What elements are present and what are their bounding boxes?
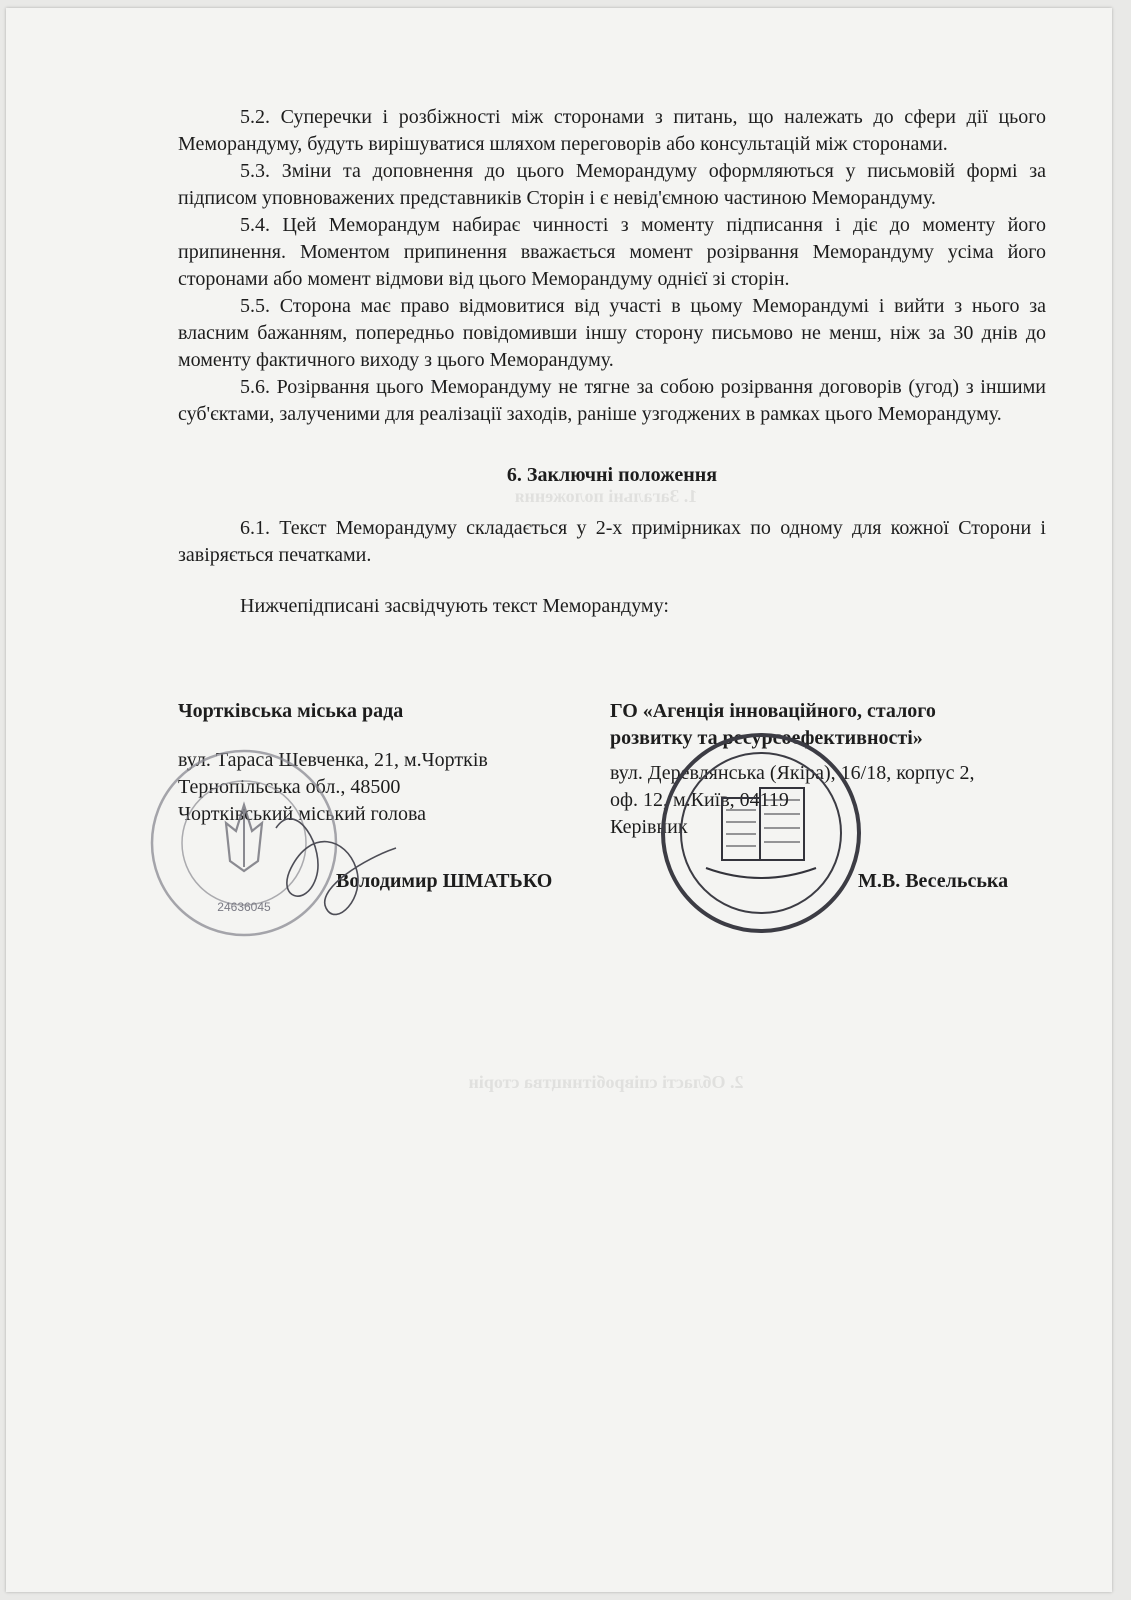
clause-5-6: 5.6. Розірвання цього Меморандуму не тягне за собою розірвання договорів (угод) з іншими суб'єктами, залученими для реалізації заходів, раніше узгоджених в рамках цього Меморандуму.: [178, 376, 1046, 425]
party-right-position: Керівник: [610, 816, 688, 838]
party-left-address-2: Тернопільська обл., 48500: [178, 776, 401, 798]
clause-5-4: 5.4. Цей Меморандум набирає чинності з моменту підписання і діє до моменту його припинення. Моментом припинення вважається момент розірвання Меморандуму усіма його сторонами або момент відмови від цього Меморандуму однієї зі сторін.: [178, 214, 1046, 290]
bleed-heading-2: 2. Області співробітництва сторін: [468, 1072, 744, 1092]
clause-5-3: 5.3. Зміни та доповнення до цього Меморандуму оформляються у письмовій формі за підписом уповноважених представників Сторін і є невід'ємною частиною Меморандуму.: [178, 160, 1046, 209]
party-right-org-line-2: розвитку та ресурсоефективності»: [610, 727, 923, 749]
left-handwritten-signature: [256, 788, 426, 938]
bleed-heading-1: 1. Загальні положення: [514, 486, 698, 506]
clause-5-5: 5.5. Сторона має право відмовитися від участі в цьому Меморандумі і вийти з нього за власним бажанням, попередньо повідомивши іншу сторону письмово не менш, ніж за 30 днів до моменту фактичного виходу з цього Меморандуму.: [178, 295, 1046, 371]
party-left-signer: Володимир ШМАТЬКО: [336, 870, 553, 892]
party-right-address-1: вул. Деревлянська (Якіра), 16/18, корпус 2,: [610, 762, 975, 784]
party-left-position: Чортківський міський голова: [178, 803, 427, 825]
party-right-signer: М.В. Весельська: [858, 870, 1009, 892]
section-6-heading: 6. Заключні положення: [506, 464, 718, 486]
party-right-address-2: оф. 12, м.Київ, 04119: [610, 789, 789, 811]
clause-5-2: 5.2. Суперечки і розбіжності між сторонами з питань, що належать до сфери дії цього Меморандуму, будуть вирішуватися шляхом переговорів або консультацій між сторонами.: [178, 106, 1046, 155]
document-page: [6, 8, 1112, 1592]
party-right-org-line-1: ГО «Агенція інноваційного, сталого: [610, 700, 936, 722]
clause-6-1: 6.1. Текст Меморандуму складається у 2-х примірниках по одному для кожної Сторони і завіряється печатками.: [178, 517, 1046, 566]
witness-line: Нижчепідписані засвідчують текст Меморандуму:: [240, 595, 669, 617]
memorandum-body: [178, 104, 1046, 620]
party-left-org: Чортківська міська рада: [178, 700, 404, 722]
party-left-address-1: вул. Тараса Шевченка, 21, м.Чортків: [178, 749, 488, 771]
agency-stamp: [656, 728, 866, 938]
svg-text:24636045: 24636045: [217, 900, 271, 914]
